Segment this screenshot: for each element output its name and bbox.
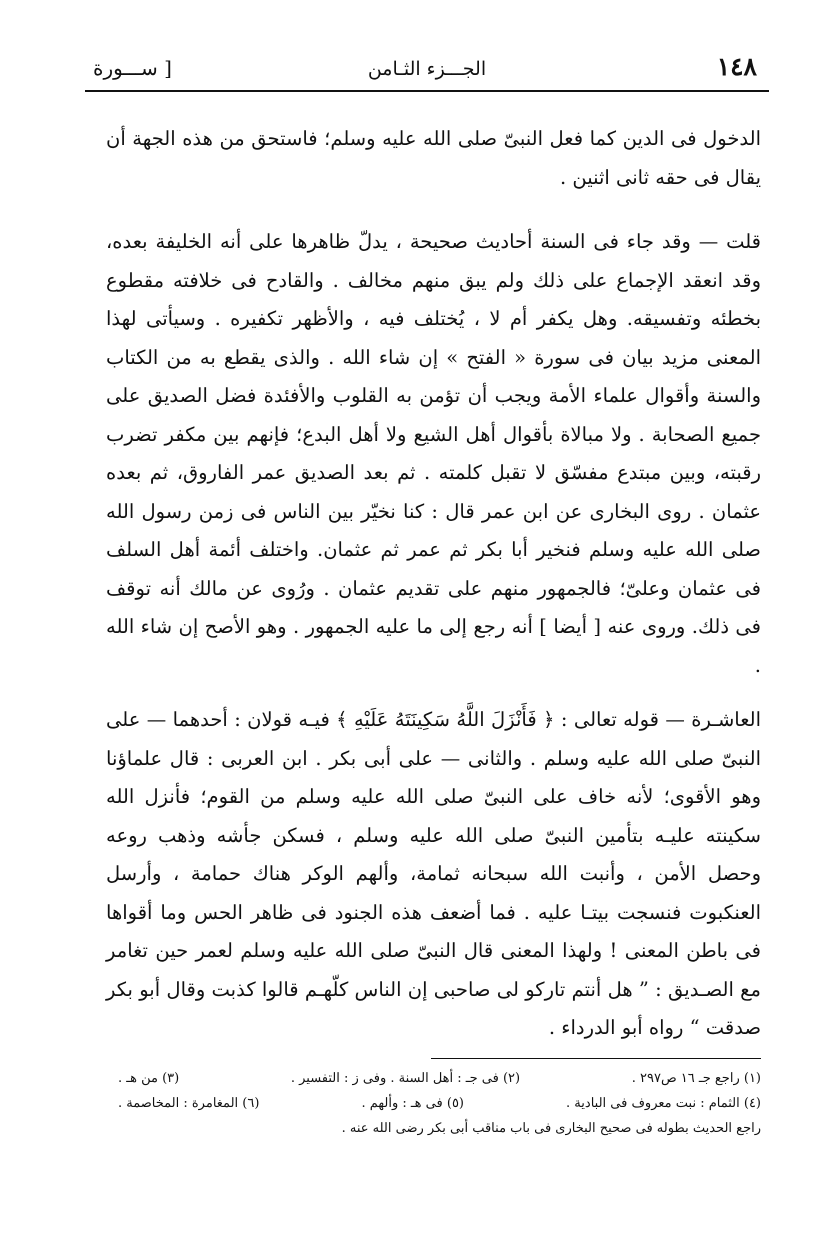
footnote-row [118,1091,761,1116]
main-text [106,120,761,1048]
surah-label: [ ســـورة [93,56,172,80]
footnotes [118,1066,761,1141]
paragraph-3: العاشـرة — قوله تعالى : ﴿ فَأَنْزَلَ اللَّهُ سَكِينَتَهُ عَلَيْهِ ﴾ فيـه قولان : أحدهما — على النبىّ صلى الله عليه وسلم . والثانى — على أبى بكر . ابن العربى : قال علماؤنا وهو الأقوى؛ لأنه خاف على النبىّ صلى الله عليه وسلم من القوم؛ فأنزل الله سكينته عليـه بتأمين النبىّ صلى الله عليه وسلم ، فسكن جأشه وذهب روعه وحصل الأمن ، وأنبت الله سبحانه ثمامة، وألهم الوكر هناك حمامة ، وأرسل العنكبوت فنسجت بيتـا عليه . فما أضعف هذه الجنود فى ظاهر الحس وما أقواها فى باطن المعنى ! ولهذا المعنى قال النبىّ صلى الله عليه وسلم لعمر حين تغامر مع الصـديق : ” هل أنتم تاركو لى صاحبى إن الناس كلّهـم قالوا كذبت وقال أبو بكر صدقت “ رواه أبو الدرداء . [106,708,761,1039]
footnote-5: (٥) فى هـ : وألهم . [361,1096,464,1111]
paragraph-1: الدخول فى الدين كما فعل النبىّ صلى الله عليه وسلم؛ فاستحق من هذه الجهة أن يقال فى حقه ثانى اثنين . [106,127,761,189]
page-header [85,52,769,94]
footnote-4: (٤) الثمام : نبت معروف فى البادية . [566,1096,761,1111]
paragraph-2: قلت — وقد جاء فى السنة أحاديث صحيحة ، يدلّ ظاهرها على أنه الخليفة بعده، وقد انعقد الإجماع على ذلك ولم يبق منهم مخالف . والقادح فى خلافته مقطوع بخطئه وتفسيقه. وهل يكفر أم لا ، يُختلف فيه ، والأظهر تكفيره . وسيأتى لهذا المعنى مزيد بيان فى سورة « الفتح » إن شاء الله . والذى يقطع به من الكتاب والسنة وأقوال علماء الأمة ويجب أن تؤمن به القلوب والأفئدة فضل الصديق على جميع الصحابة . ولا مبالاة بأقوال أهل الشيع ولا أهل البدع؛ فإنهم بين مكفر تضرب رقبته، وبين مبتدع مفسّق لا تقبل كلمته . ثم بعد الصديق عمر الفاروق، ثم بعده عثمان . روى البخارى عن ابن عمر قال : كنا نخيّر بين الناس فى زمن رسول الله صلى الله عليه وسلم فنخير أبا بكر ثم عمر ثم عثمان. واختلف أئمة أهل السلف فى عثمان وعلىّ؛ فالجمهور منهم على تقديم عثمان . ورُوى عن مالك أنه توقف فى ذلك. وروى عنه [ أيضا ] أنه رجع إلى ما عليه الجمهور . وهو الأصح إن شاء الله . [106,230,761,677]
footnote-divider [431,1058,761,1059]
footnote-2: (٢) فى جـ : أهل السنة . وفى ز : التفسير . [290,1071,521,1086]
header-rule [85,90,769,92]
footnote-3: (٣) من هـ . [118,1071,180,1086]
footnote-1: (١) راجع جـ ١٦ ص٢٩٧ . [631,1071,761,1086]
footnote-6: (٦) المغامرة : المخاصمة . [118,1096,260,1111]
running-title: الجـــزء الثـامن [367,58,487,80]
footnote-hadith-reference: راجع الحديث بطوله فى صحيح البخارى فى باب مناقب أبى بكر رضى الله عنه . [341,1121,761,1136]
page-number: ١٤٨ [716,52,757,81]
footnote-row [118,1066,761,1091]
